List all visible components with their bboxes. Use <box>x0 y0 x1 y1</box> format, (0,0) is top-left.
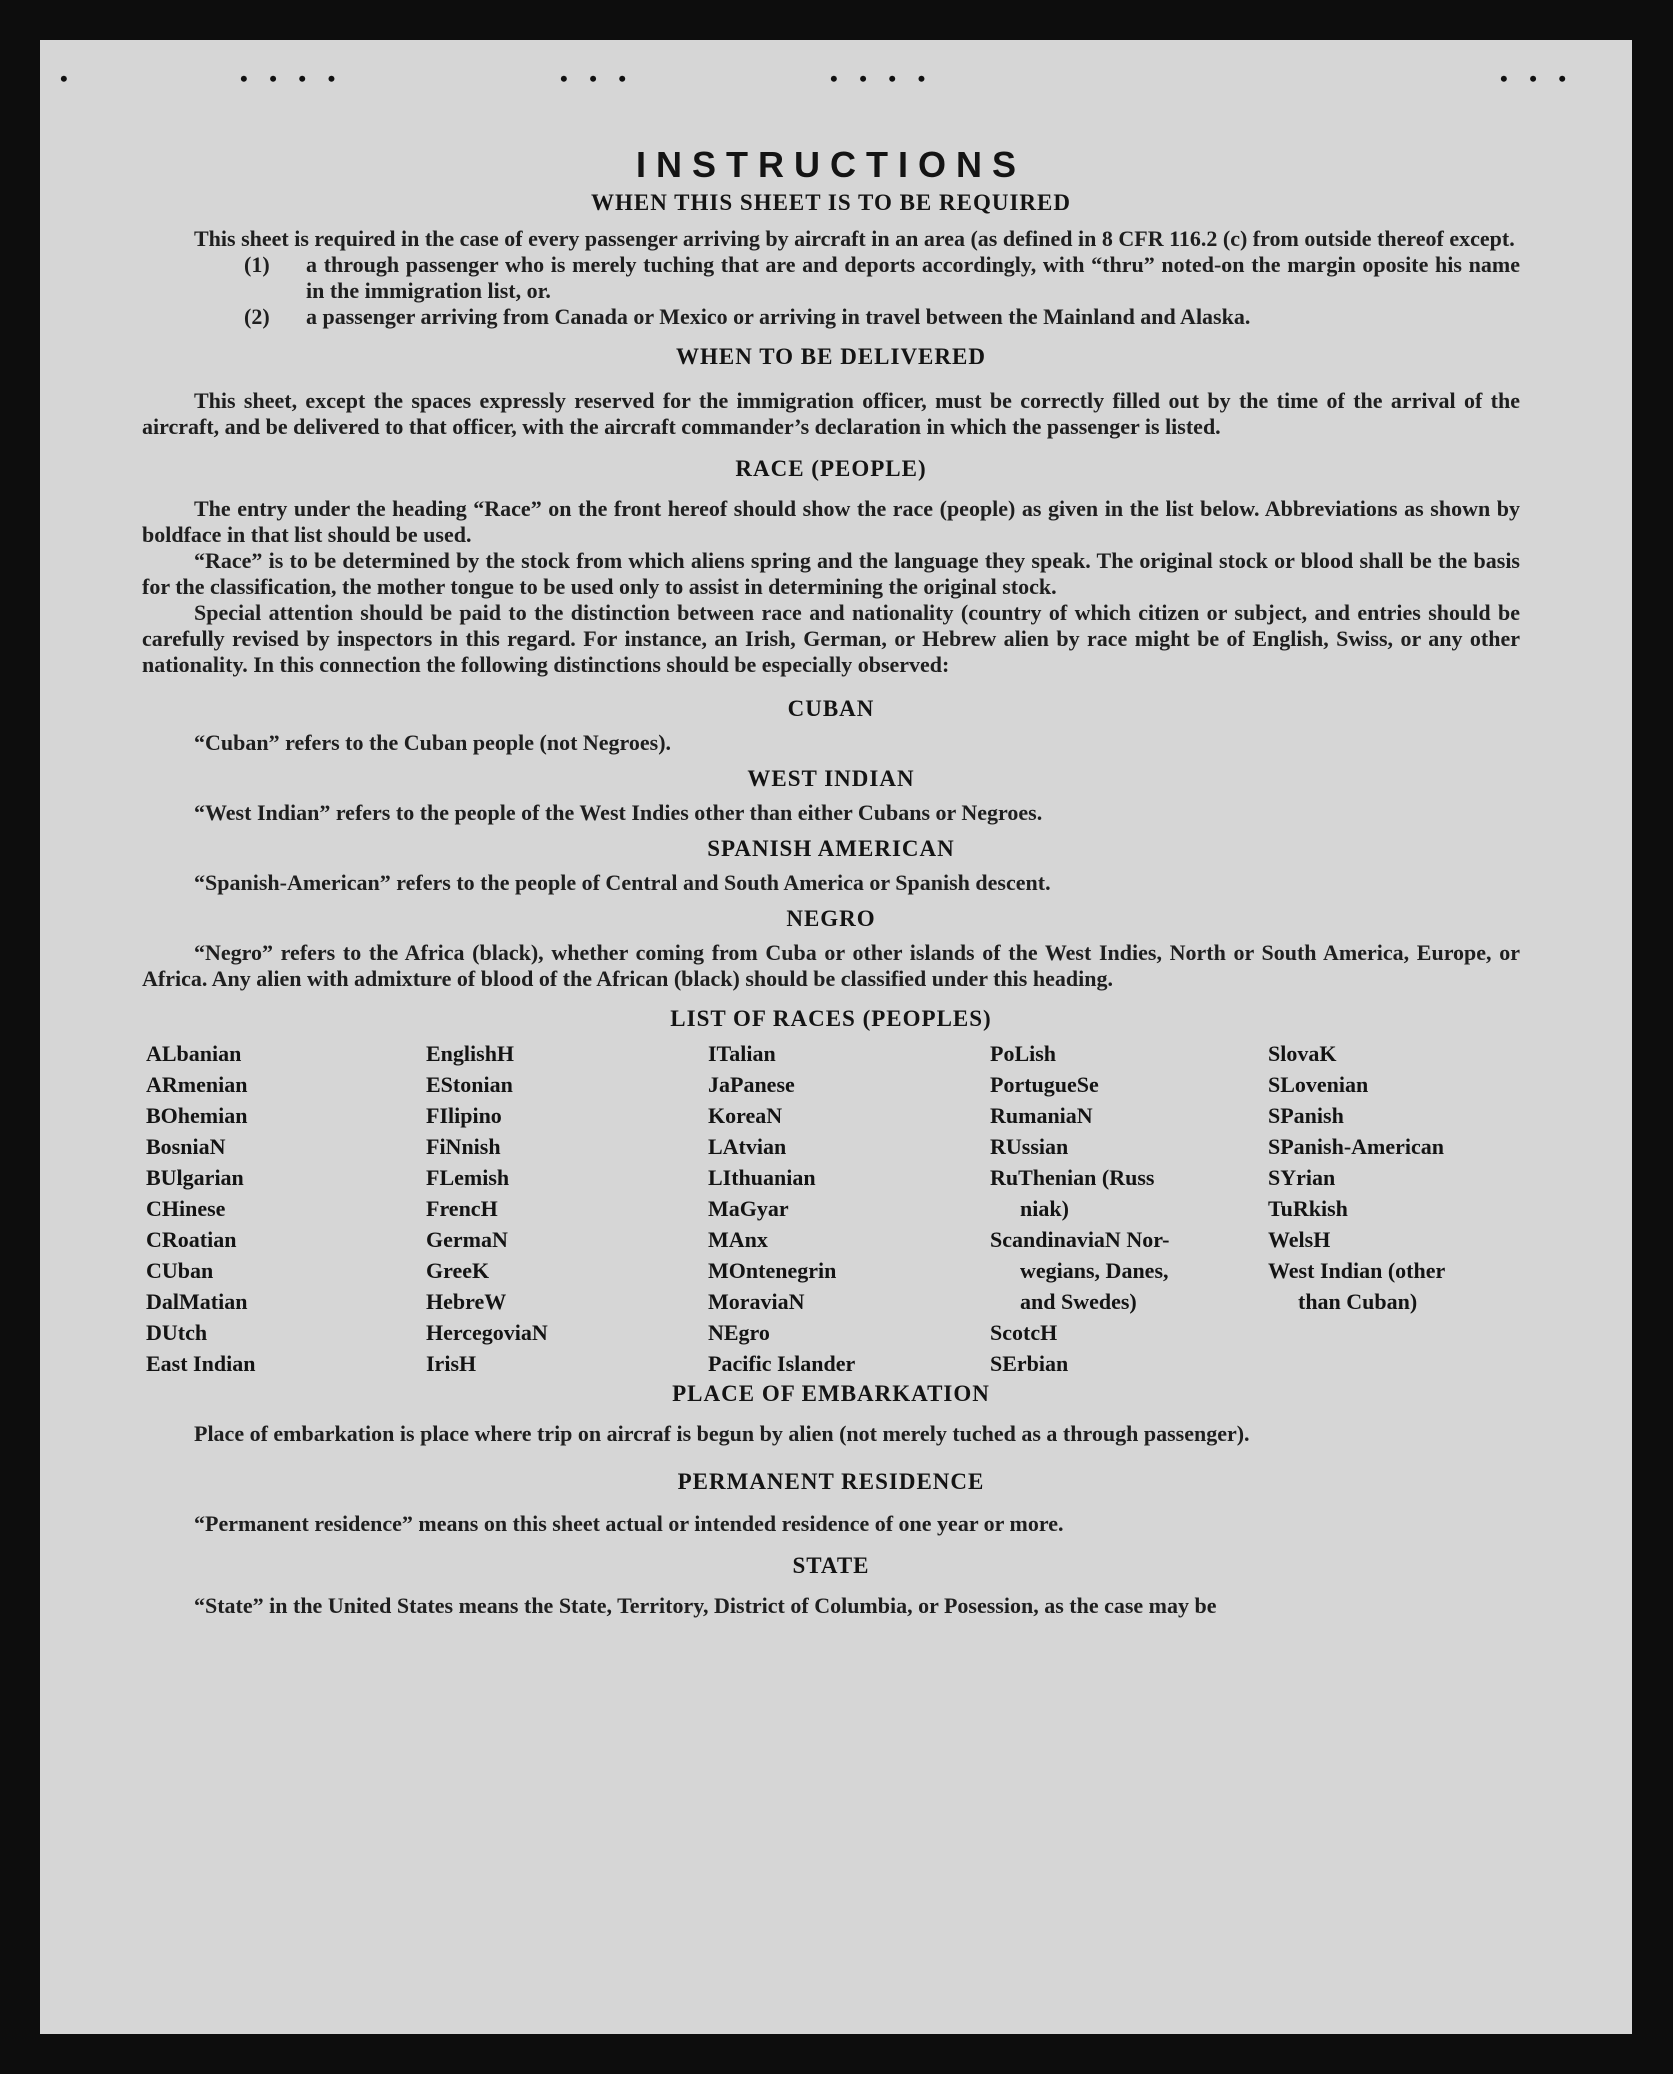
race-entry: MOntenegrin <box>708 1258 837 1283</box>
spanish-american-heading: SPANISH AMERICAN <box>707 836 955 861</box>
race-entry: RuThenian (Russ <box>990 1165 1155 1190</box>
race-entry: ScotcH <box>990 1320 1058 1345</box>
race-para-3: Special attention should be paid to the distinction between race and nationality (country of which citizen or subject, and entries should be carefully revised by inspectors in this regard. For instance, an Irish, German, or Hebrew alien by race might be of English, Swiss, or any other nationality. In this connection the following distinctions should be especially observed: <box>142 600 1520 677</box>
race-entry: DalMatian <box>146 1289 248 1314</box>
when-delivered-heading: WHEN TO BE DELIVERED <box>676 344 986 369</box>
race-entry: PoLish <box>990 1041 1057 1066</box>
races-column-4 <box>990 1038 1268 1379</box>
scan-marks: • • • • • • • • • • • • • • • <box>60 66 1575 91</box>
race-entry: HercegoviaN <box>426 1320 548 1345</box>
item-text: a passenger arriving from Canada or Mexico or arriving in travel between the Mainland and Alaska. <box>306 304 1251 329</box>
race-entry: FiNnish <box>426 1134 501 1159</box>
race-para-1: The entry under the heading “Race” on the front hereof should show the race (people) as given in the list below. Abbreviations as shown by boldface in that list should be used. <box>142 496 1520 547</box>
race-entry: EStonian <box>426 1072 513 1097</box>
race-entry: SPanish-American <box>1268 1134 1444 1159</box>
item-number: (2) <box>244 304 270 329</box>
cuban-text: “Cuban” refers to the Cuban people (not Negroes). <box>194 730 672 755</box>
race-entry: GermaN <box>426 1227 508 1252</box>
race-entry: FIlipino <box>426 1103 502 1128</box>
race-entry-continued: niak) <box>1020 1196 1069 1221</box>
race-entry: SPanish <box>1268 1103 1344 1128</box>
race-entry: HebreW <box>426 1289 507 1314</box>
when-required-heading: WHEN THIS SHEET IS TO BE REQUIRED <box>591 190 1071 215</box>
residence-heading: PERMANENT RESIDENCE <box>677 1469 985 1494</box>
race-entry: IrisH <box>426 1351 477 1376</box>
race-entry: MAnx <box>708 1227 768 1252</box>
race-entry: SErbian <box>990 1351 1069 1376</box>
page-title: INSTRUCTIONS <box>636 144 1026 185</box>
spanish-american-text: “Spanish-American” refers to the people of Central and South America or Spanish descent. <box>194 870 1051 895</box>
state-text: “State” in the United States means the State, Territory, District of Columbia, or Posession, as the case may be <box>194 1593 1217 1618</box>
race-entry: NEgro <box>708 1320 770 1345</box>
race-entry: West Indian (other <box>1268 1258 1446 1283</box>
race-entry: GreeK <box>426 1258 490 1283</box>
race-entry: BUlgarian <box>146 1165 244 1190</box>
item-text: a through passenger who is merely tuching that are and deports accordingly, with “thru” noted-on the margin oposite his name in the immigration list, or. <box>306 252 1520 303</box>
embarkation-heading: PLACE OF EMBARKATION <box>672 1381 990 1406</box>
race-entry: SYrian <box>1268 1165 1336 1190</box>
race-entry: CHinese <box>146 1196 226 1221</box>
race-entry: PortugueSe <box>990 1072 1099 1097</box>
when-required-item-2 <box>142 304 1520 330</box>
race-entry-continued: and Swedes) <box>1020 1289 1137 1314</box>
races-column-2 <box>426 1038 708 1379</box>
negro-text: “Negro” refers to the Africa (black), whether coming from Cuba or other islands of the West Indies, North or South America, Europe, or Africa. Any alien with admixture of blood of the African (black) should be classified under this heading. <box>142 940 1520 991</box>
race-entry: KoreaN <box>708 1103 783 1128</box>
races-column-3 <box>708 1038 990 1379</box>
race-entry: FLemish <box>426 1165 510 1190</box>
race-entry: SLovenian <box>1268 1072 1369 1097</box>
race-entry: LAtvian <box>708 1134 787 1159</box>
races-list <box>146 1038 1520 1379</box>
race-entry: EnglishH <box>426 1041 515 1066</box>
race-entry: SlovaK <box>1268 1041 1337 1066</box>
cuban-heading: CUBAN <box>787 696 875 721</box>
race-entry: LIthuanian <box>708 1165 816 1190</box>
race-para-2: “Race” is to be determined by the stock from which aliens spring and the language they speak. The original stock or blood shall be the basis for the classification, the mother tongue to be used only to assist in determining the original stock. <box>142 548 1520 599</box>
west-indian-heading: WEST INDIAN <box>747 766 915 791</box>
race-entry: ARmenian <box>146 1072 248 1097</box>
race-entry: BosniaN <box>146 1134 226 1159</box>
when-delivered-text: This sheet, except the spaces expressly reserved for the immigration officer, must be correctly filled out by the time of the arrival of the aircraft, and be delivered to that officer, with the aircraft commander’s declaration in which the passenger is listed. <box>142 388 1520 439</box>
races-column-1 <box>146 1038 426 1379</box>
race-entry: East Indian <box>146 1351 256 1376</box>
race-entry: Pacific Islander <box>708 1351 856 1376</box>
race-entry: JaPanese <box>708 1072 795 1097</box>
state-heading: STATE <box>792 1553 870 1578</box>
race-entry: ALbanian <box>146 1041 242 1066</box>
race-entry: MaGyar <box>708 1196 789 1221</box>
race-entry: TuRkish <box>1268 1196 1348 1221</box>
embarkation-text: Place of embarkation is place where trip on aircraf is begun by alien (not merely tuched as a through passenger). <box>194 1421 1250 1446</box>
negro-heading: NEGRO <box>786 906 876 931</box>
race-entry: BOhemian <box>146 1103 248 1128</box>
race-entry-continued: wegians, Danes, <box>1020 1258 1169 1283</box>
race-heading: RACE (PEOPLE) <box>735 456 927 481</box>
races-column-5 <box>1268 1038 1528 1379</box>
race-entry-continued: than Cuban) <box>1298 1289 1418 1314</box>
race-entry: CUban <box>146 1258 214 1283</box>
race-entry: MoraviaN <box>708 1289 805 1314</box>
west-indian-text: “West Indian” refers to the people of the West Indies other than either Cubans or Negroes. <box>194 800 1043 825</box>
when-required-intro: This sheet is required in the case of every passenger arriving by aircraft in an area (as defined in 8 CFR 116.2 (c) from outside thereof except. <box>194 226 1515 251</box>
race-entry: RumaniaN <box>990 1103 1093 1128</box>
race-entry: DUtch <box>146 1320 208 1345</box>
when-required-item-1 <box>142 252 1520 304</box>
race-entry: ScandinaviaN Nor- <box>990 1227 1170 1252</box>
race-entry: ITalian <box>708 1041 776 1066</box>
list-of-races-heading: LIST OF RACES (PEOPLES) <box>670 1006 992 1031</box>
item-number: (1) <box>244 252 270 277</box>
document-page <box>40 40 1632 2034</box>
race-entry: CRoatian <box>146 1227 237 1252</box>
race-entry: WelsH <box>1268 1227 1331 1252</box>
residence-text: “Permanent residence” means on this sheet actual or intended residence of one year or more. <box>194 1511 1064 1536</box>
race-entry: RUssian <box>990 1134 1069 1159</box>
race-entry: FrencH <box>426 1196 498 1221</box>
